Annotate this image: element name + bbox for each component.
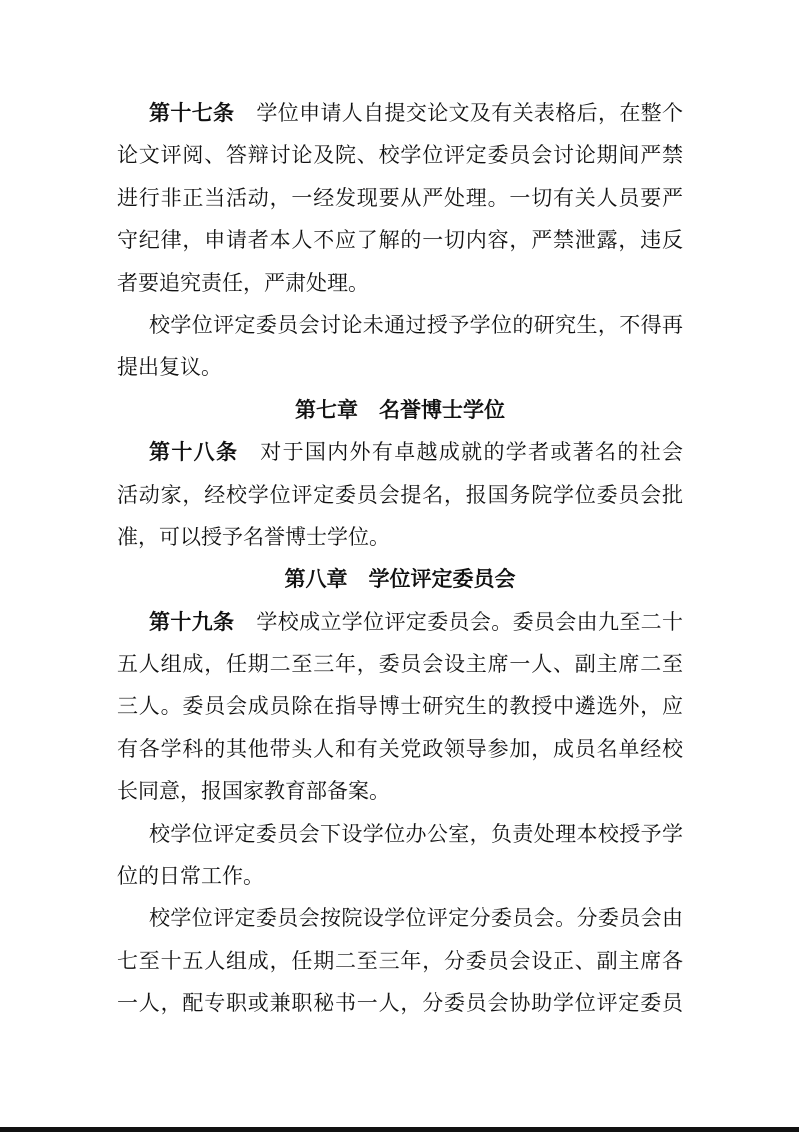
text-line: 长同意，报国家教育部备案。: [117, 779, 390, 804]
text-line: 论文评阅、答辩讨论及院、校学位评定委员会讨论期间严禁: [117, 143, 683, 168]
paragraph-block: [117, 897, 683, 1024]
chapter-heading: 第七章 名誉博士学位: [295, 396, 505, 422]
text-line: 校学位评定委员会按院设学位评定分委员会。分委员会由: [149, 906, 683, 931]
text-line: 位的日常工作。: [117, 864, 264, 889]
article-number: 第十八条: [149, 439, 239, 465]
article-text: 对于国内外有卓越成就的学者或著名的社会: [260, 440, 684, 465]
text-line: 守纪律，申请者本人不应了解的一切内容，严禁泄露，违反: [117, 228, 683, 253]
text-line: 七至十五人组成，任期二至三年，分委员会设正、副主席各: [117, 948, 683, 973]
article-text: 学位申请人自提交论文及有关表格后，在整个: [256, 101, 684, 125]
text-line: 活动家，经校学位评定委员会提名，报国务院学位委员会批: [117, 482, 683, 507]
paragraph-block: [117, 813, 683, 898]
page-bottom-rule: [0, 1127, 799, 1132]
text-line: 一人，配专职或兼职秘书一人，分委员会协助学位评定委员: [117, 991, 683, 1016]
article-text: 学校成立学位评定委员会。委员会由九至二十: [256, 609, 684, 634]
text-line: 校学位评定委员会下设学位办公室，负责处理本校授予学: [149, 821, 683, 846]
text-line: 校学位评定委员会讨论未通过授予学位的研究生，不得再: [149, 312, 683, 337]
article-block: [117, 92, 683, 304]
text-line: [117, 92, 683, 134]
text-line: 者要追究责任，严肃处理。: [117, 270, 369, 295]
document-page: [117, 92, 683, 1025]
article-block: [117, 601, 683, 813]
paragraph-block: [117, 304, 683, 389]
text-line: 提出复议。: [117, 355, 222, 380]
text-line: 进行非正当活动，一经发现要从严处理。一切有关人员要严: [117, 185, 683, 210]
text-line: [117, 601, 683, 643]
text-line: [117, 431, 683, 473]
text-line: 有各学科的其他带头人和有关党政领导参加，成员名单经校: [117, 736, 683, 761]
article-number: 第十九条: [149, 608, 235, 634]
chapter-heading: 第八章 学位评定委员会: [284, 566, 516, 592]
article-block: [117, 431, 683, 558]
article-number: 第十七条: [149, 100, 235, 125]
text-line: 三人。委员会成员除在指导博士研究生的教授中遴选外，应: [117, 694, 683, 719]
text-line: 准，可以授予名誉博士学位。: [117, 524, 390, 549]
text-line: 五人组成，任期二至三年，委员会设主席一人、副主席二至: [117, 652, 683, 677]
